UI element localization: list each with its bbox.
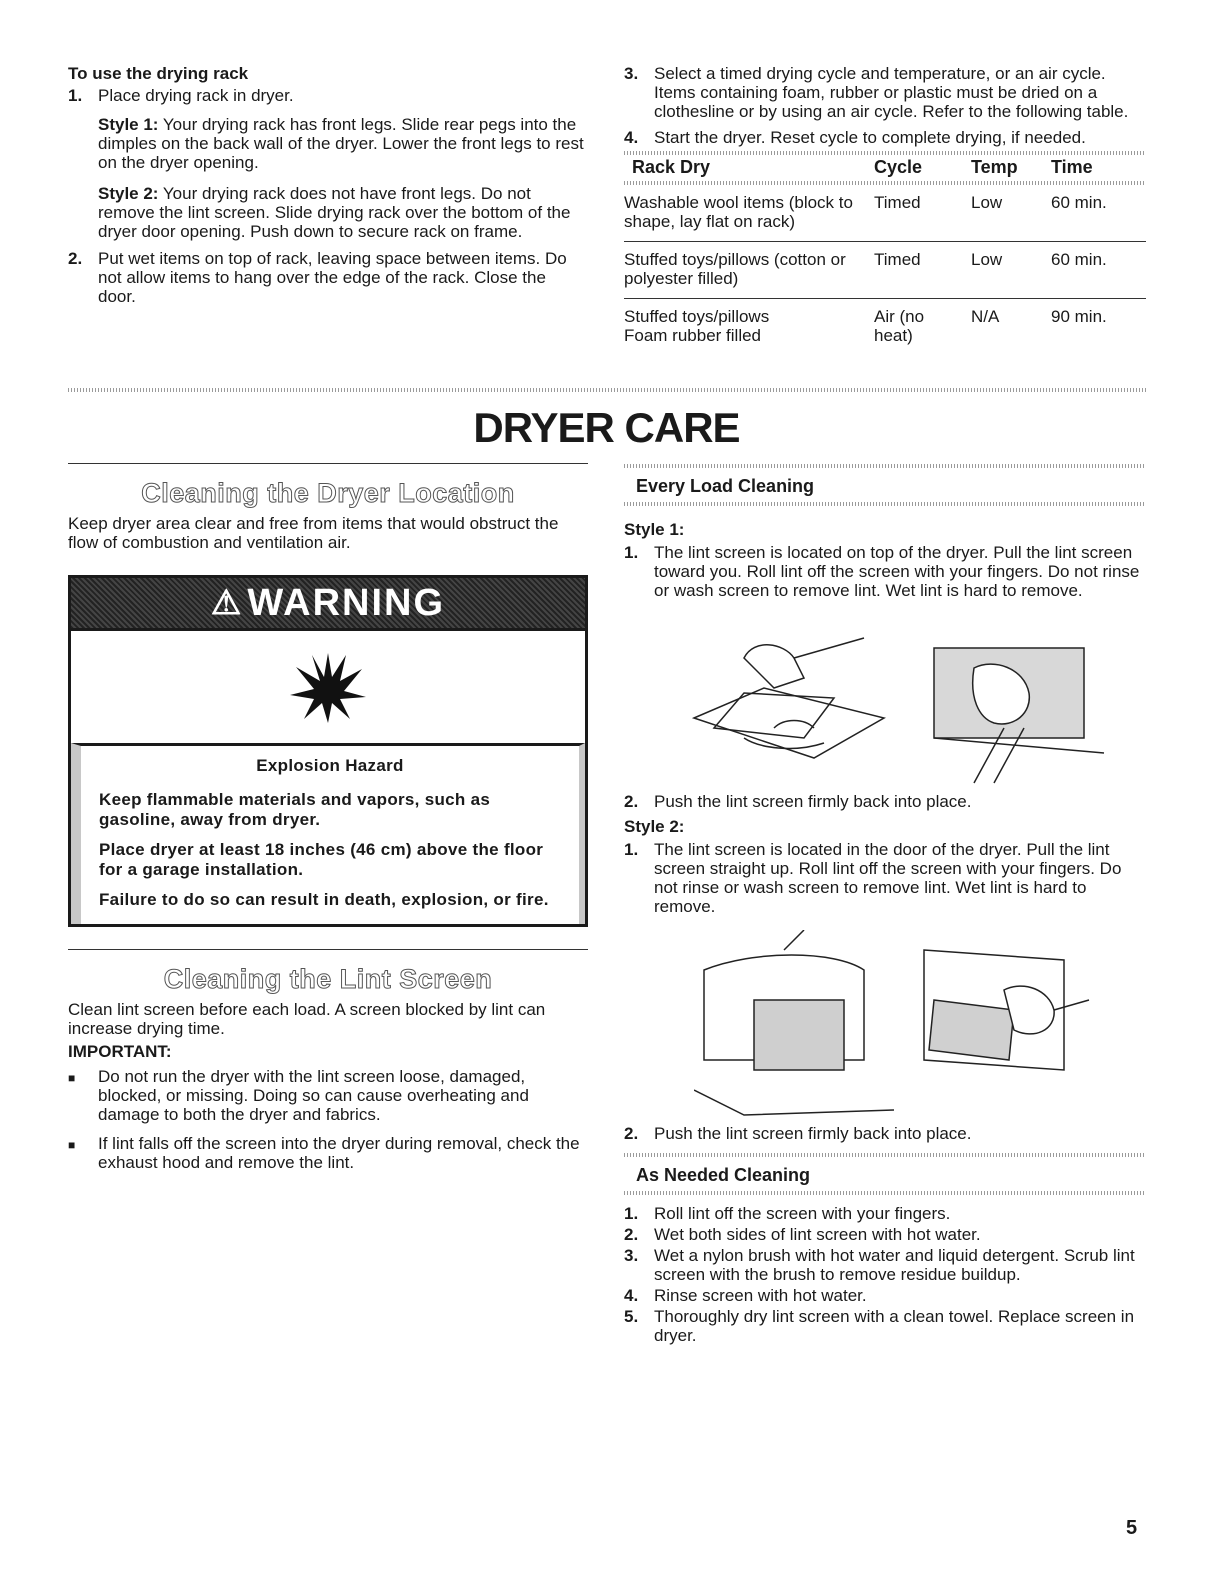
- list-item: 1. Place drying rack in dryer.: [68, 86, 294, 105]
- step-number: 2.: [624, 1225, 639, 1244]
- as-needed-title: As Needed Cleaning: [636, 1165, 811, 1185]
- divider: [624, 464, 1146, 468]
- hazard-title: Explosion Hazard: [256, 756, 404, 775]
- divider: [68, 949, 588, 950]
- style2-paragraph: Style 2: Your drying rack does not have front legs. Do not remove the lint screen. Slide drying rack over the bottom of the dryer door opening. Push down to secure rack on frame.: [98, 184, 571, 241]
- as-needed-list: [624, 1204, 1146, 1345]
- warning-text: Failure to do so can result in death, explosion, or fire.: [99, 890, 549, 909]
- lint-screen-top-illustration: [684, 618, 894, 788]
- warning-text: Keep flammable materials and vapors, such as gasoline, away from dryer.: [99, 790, 491, 829]
- list-item: 1. The lint screen is located in the door of the dryer. Pull the lint screen straight up. Roll lint off the screen with your fingers. Do not rinse or wash screen to remove lint. Wet lint is hard to remove.: [624, 840, 1122, 916]
- step-number: 2.: [68, 249, 83, 268]
- warning-text: Place dryer at least 18 inches (46 cm) above the floor for a garage installation.: [99, 840, 544, 879]
- bullet-icon: ■: [68, 1138, 76, 1152]
- step-number: 1.: [68, 86, 83, 105]
- column-header: Rack Dry: [632, 157, 711, 177]
- every-load-title: Every Load Cleaning: [636, 476, 815, 496]
- style2-label: Style 2:: [624, 817, 685, 836]
- step-number: 1.: [624, 1204, 639, 1223]
- divider: [624, 1191, 1146, 1195]
- step-number: 2.: [624, 792, 639, 811]
- warning-label: WARNING: [247, 581, 446, 624]
- page-number: 5: [1126, 1517, 1138, 1539]
- divider: [624, 502, 1146, 506]
- list-item: 3. Wet a nylon brush with hot water and liquid detergent. Scrub lint screen with the brush to remove residue buildup.: [624, 1246, 1135, 1284]
- warning-triangle-icon: ⚠: [210, 583, 244, 622]
- table-row: Stuffed toys/pillows (cotton or polyester filled) Timed Low 60 min.: [624, 242, 1146, 299]
- list-item: 2. Put wet items on top of rack, leaving space between items. Do not allow items to hang over the edge of the rack. Close the door.: [68, 249, 567, 306]
- list-item: 2. Push the lint screen firmly back into place.: [624, 1124, 972, 1143]
- location-section-title: Cleaning the Dryer Location: [141, 478, 515, 508]
- door-lint-screen-illustration: [694, 930, 894, 1120]
- divider: [624, 1153, 1146, 1157]
- page-title: DRYER CARE: [473, 404, 740, 451]
- list-item: 5. Thoroughly dry lint screen with a clean towel. Replace screen in dryer.: [624, 1307, 1135, 1345]
- column-header: Time: [1051, 157, 1093, 177]
- warning-header: [71, 578, 585, 628]
- list-item: 3. Select a timed drying cycle and temperature, or an air cycle. Items containing foam, rubber or plastic must be dried on a clothesline or by using an air cycle. Refer to the following table.: [624, 64, 1129, 121]
- column-header: Temp: [971, 157, 1018, 177]
- warning-box: [68, 575, 588, 927]
- style2-illustrations: [694, 930, 1094, 1120]
- warning-body: [71, 743, 585, 924]
- drying-rack-title: To use the drying rack: [68, 64, 249, 83]
- list-item: 2. Wet both sides of lint screen with hot water.: [624, 1225, 981, 1244]
- step-number: 4.: [624, 128, 639, 147]
- step-number: 2.: [624, 1124, 639, 1143]
- right-column: [624, 464, 1146, 1345]
- list-item: 1. The lint screen is located on top of the dryer. Pull the lint screen toward you. Roll lint off the screen with your fingers. Do not rinse or wash screen to remove lint. Wet lint is hard to remove.: [624, 543, 1140, 600]
- step-number: 1.: [624, 543, 639, 562]
- rack-dry-table: [624, 155, 1146, 355]
- list-item: 4. Rinse screen with hot water.: [624, 1286, 867, 1305]
- lint-roll-off-illustration: [914, 930, 1094, 1090]
- page-divider: [68, 388, 1146, 392]
- left-column: [68, 463, 588, 1182]
- step-number: 3.: [624, 1246, 639, 1265]
- style1-illustrations: [684, 618, 1114, 788]
- divider: [68, 463, 588, 464]
- step-number: 1.: [624, 840, 639, 859]
- list-item: ■ If lint falls off the screen into the dryer during removal, check the exhaust hood and remove the lint.: [68, 1134, 580, 1172]
- location-text: Keep dryer area clear and free from items that would obstruct the flow of combustion and ventilation air.: [68, 514, 559, 552]
- explosion-icon: [71, 628, 585, 743]
- lint-text: Clean lint screen before each load. A screen blocked by lint can increase drying time.: [68, 1000, 546, 1038]
- table-header-row: [624, 155, 1146, 181]
- style1-label: Style 1:: [624, 520, 685, 539]
- bullet-icon: ■: [68, 1071, 76, 1085]
- list-item: 4. Start the dryer. Reset cycle to complete drying, if needed.: [624, 128, 1086, 147]
- table-row: Stuffed toys/pillows Foam rubber filled Air (no heat) N/A 90 min.: [624, 299, 1146, 356]
- step-number: 3.: [624, 64, 639, 83]
- style1-paragraph: Style 1: Your drying rack has front legs. Slide rear pegs into the dimples on the back wall of the dryer. Lower the front legs to rest on the dryer opening.: [98, 115, 584, 172]
- important-label: IMPORTANT:: [68, 1042, 172, 1061]
- drying-rack-continued: [624, 64, 1146, 355]
- step-number: 5.: [624, 1307, 639, 1326]
- list-item: 2. Push the lint screen firmly back into place.: [624, 792, 972, 811]
- step-number: 4.: [624, 1286, 639, 1305]
- drying-rack-section: [68, 64, 588, 306]
- table-row: Washable wool items (block to shape, lay flat on rack) Timed Low 60 min.: [624, 193, 1107, 231]
- lint-screen-removal-illustration: [914, 618, 1114, 788]
- list-item: 1. Roll lint off the screen with your fingers.: [624, 1204, 951, 1223]
- lint-section-title: Cleaning the Lint Screen: [163, 964, 493, 994]
- column-header: Cycle: [874, 157, 923, 177]
- explosion-hazard-icon: [288, 647, 368, 727]
- list-item: ■ Do not run the dryer with the lint screen loose, damaged, blocked, or missing. Doing so can cause overheating and damage to both the dryer and fabrics.: [68, 1067, 529, 1124]
